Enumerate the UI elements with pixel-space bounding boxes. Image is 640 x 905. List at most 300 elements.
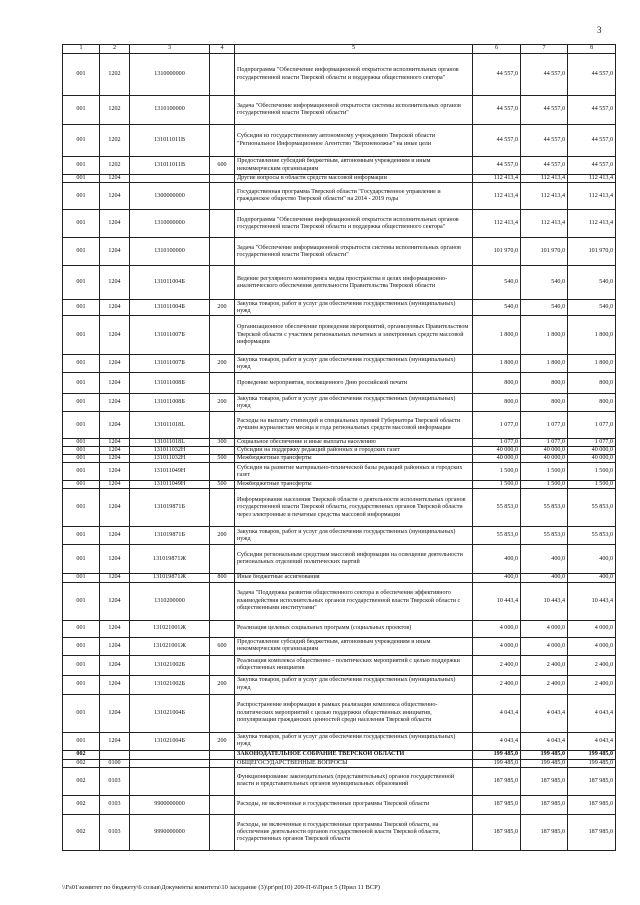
table-row [63,447,616,455]
cell-expense-type: 600 [210,637,235,655]
cell-expense-type [210,759,235,767]
cell-amount-year3: 199 485,0 [568,750,616,759]
cell-admin-code: 001 [63,527,100,545]
cell-expense-type [210,545,235,574]
cell-admin-code: 001 [63,675,100,694]
cell-expense-type [210,125,235,157]
cell-description: Функционирование законодательных (представительных) органов государственной власти и представительных органов муниципальных образований [235,767,473,795]
cell-expense-type: 500 [210,481,235,489]
cell-amount-year3: 2 400,0 [568,655,616,675]
cell-amount-year1: 2 400,0 [473,655,521,675]
cell-section-code: 1204 [100,316,130,355]
cell-target-code: 131011032Н [130,447,210,455]
cell-target-code: 131021002Б [130,675,210,694]
cell-amount-year1: 112 413,4 [473,175,521,183]
cell-amount-year2: 44 557,0 [521,125,568,157]
cell-expense-type [210,373,235,394]
cell-amount-year3: 187 985,0 [568,814,616,850]
cell-amount-year1: 1 500,0 [473,463,521,481]
cell-section-code: 1204 [100,183,130,210]
cell-target-code: 131019871Ж [130,574,210,582]
cell-description: Реализация комплекса общественно - политических мероприятий с целью поддержки общественных инициатив [235,655,473,675]
cell-amount-year2: 40 000,0 [521,455,568,463]
cell-section-code: 0103 [100,795,130,814]
cell-section-code: 0100 [100,759,130,767]
cell-section-code: 1204 [100,266,130,300]
cell-expense-type: 200 [210,675,235,694]
table-row [63,750,616,759]
cell-admin-code: 001 [63,620,100,637]
cell-amount-year2: 187 985,0 [521,814,568,850]
cell-amount-year1: 1 077,0 [473,439,521,447]
cell-expense-type: 300 [210,439,235,447]
cell-admin-code: 001 [63,694,100,732]
table-row [63,210,616,238]
cell-description: Проведение мероприятия, посвященного Дню российской печати [235,373,473,394]
cell-section-code: 1204 [100,732,130,750]
cell-section-code: 1204 [100,175,130,183]
table-row [63,527,616,545]
cell-description: Задача "Обеспечение информационной открытости системы исполнительных органов государственной власти Тверской области" [235,96,473,125]
table-row [63,316,616,355]
cell-section-code: 1204 [100,463,130,481]
cell-amount-year2: 187 985,0 [521,795,568,814]
cell-expense-type [210,814,235,850]
cell-amount-year2: 4 043,4 [521,732,568,750]
cell-amount-year3: 55 853,0 [568,489,616,527]
cell-admin-code: 001 [63,481,100,489]
cell-description: Предоставление субсидий бюджетным, автономным учреждениям и иным некоммерческим организациям [235,157,473,175]
cell-description: Другие вопросы в области средств массовой информации [235,175,473,183]
cell-section-code: 1204 [100,394,130,412]
cell-amount-year3: 1 500,0 [568,481,616,489]
cell-target-code [130,759,210,767]
table-row [63,183,616,210]
cell-target-code: 131019871Б [130,527,210,545]
cell-amount-year1: 2 400,0 [473,675,521,694]
cell-expense-type [210,694,235,732]
cell-amount-year3: 40 000,0 [568,447,616,455]
cell-expense-type [210,489,235,527]
cell-amount-year2: 4 000,0 [521,637,568,655]
cell-amount-year2: 2 400,0 [521,675,568,694]
table-row [63,439,616,447]
cell-admin-code: 002 [63,750,100,759]
cell-amount-year1: 400,0 [473,545,521,574]
cell-amount-year3: 199 485,0 [568,759,616,767]
cell-expense-type: 200 [210,732,235,750]
cell-amount-year1: 10 443,4 [473,582,521,620]
cell-target-code: 131011018L [130,412,210,439]
cell-amount-year2: 400,0 [521,574,568,582]
table-row [63,125,616,157]
cell-description: Организационное обеспечение проведения мероприятий, организуемых Правительством Тверской области с участием региональных печатных и электронных средств массовой информации [235,316,473,355]
cell-section-code: 1204 [100,238,130,266]
cell-target-code: 131011004Б [130,300,210,316]
cell-target-code: 1310200000 [130,582,210,620]
cell-section-code: 1204 [100,574,130,582]
cell-amount-year1: 4 000,0 [473,620,521,637]
cell-amount-year3: 1 800,0 [568,355,616,373]
cell-admin-code: 001 [63,655,100,675]
cell-amount-year2: 800,0 [521,373,568,394]
cell-description: Закупка товаров, работ и услуг для обеспечения государственных (муниципальных) нужд [235,394,473,412]
table-row [63,412,616,439]
cell-admin-code: 001 [63,732,100,750]
cell-target-code: 131021001Ж [130,620,210,637]
cell-amount-year1: 55 853,0 [473,489,521,527]
cell-description: Ведение регулярного мониторинга медиа пространства в целях информационно-аналитического обеспечения деятельности Правительства Тверской области [235,266,473,300]
cell-amount-year1: 112 413,4 [473,183,521,210]
cell-admin-code: 001 [63,394,100,412]
cell-amount-year3: 4 043,4 [568,732,616,750]
cell-amount-year3: 1 800,0 [568,316,616,355]
table-row [63,157,616,175]
cell-expense-type [210,620,235,637]
cell-amount-year3: 4 000,0 [568,637,616,655]
cell-amount-year1: 187 985,0 [473,795,521,814]
cell-description: Расходы на выплату стипендий и специальных премий Губернатора Тверской области лучшим журналистам месяца и года региональных средств массовой информации [235,412,473,439]
cell-target-code: 1300000000 [130,183,210,210]
cell-section-code: 1204 [100,439,130,447]
cell-target-code: 9900000000 [130,795,210,814]
cell-admin-code: 001 [63,637,100,655]
cell-section-code: 1204 [100,582,130,620]
cell-target-code [130,767,210,795]
cell-section-code: 1202 [100,157,130,175]
cell-section-code: 0103 [100,767,130,795]
cell-amount-year3: 400,0 [568,545,616,574]
cell-target-code: 131011007Б [130,355,210,373]
cell-expense-type [210,266,235,300]
cell-admin-code: 001 [63,439,100,447]
cell-description: Закупка товаров, работ и услуг для обеспечения государственных (муниципальных) нужд [235,732,473,750]
cell-amount-year1: 40 000,0 [473,455,521,463]
cell-expense-type: 200 [210,300,235,316]
table-row [63,238,616,266]
table-row [63,175,616,183]
cell-expense-type [210,795,235,814]
cell-section-code: 1204 [100,412,130,439]
cell-amount-year3: 4 000,0 [568,620,616,637]
table-row [63,795,616,814]
table-row [63,582,616,620]
cell-description: Закупка товаров, работ и услуг для обеспечения государственных (муниципальных) нужд [235,675,473,694]
column-header: 7 [521,45,568,54]
table-row [63,814,616,850]
cell-amount-year2: 112 413,4 [521,175,568,183]
cell-amount-year3: 55 853,0 [568,527,616,545]
table-row [63,489,616,527]
cell-target-code: 131011018L [130,439,210,447]
cell-amount-year2: 400,0 [521,545,568,574]
cell-section-code: 1204 [100,655,130,675]
table-body [63,54,616,851]
table-row [63,394,616,412]
cell-amount-year2: 199 485,0 [521,759,568,767]
cell-section-code: 1204 [100,300,130,316]
cell-amount-year1: 540,0 [473,300,521,316]
table-row [63,463,616,481]
column-header: 5 [235,45,473,54]
cell-description: ОБЩЕГОСУДАРСТВЕННЫЕ ВОПРОСЫ [235,759,473,767]
cell-target-code: 131021004Б [130,694,210,732]
cell-description: Расходы, не включенные в государственные программы Тверской области [235,795,473,814]
cell-amount-year3: 44 557,0 [568,96,616,125]
cell-amount-year3: 540,0 [568,266,616,300]
file-path-footer: \\Fs01\комитет по бюджету\6 созыв\Документы комитета\10 заседание (3)\pr\рп(10) 209-П-6\Прил 5 (Прил 11 ВСР) [62,884,380,891]
table-row [63,96,616,125]
cell-expense-type [210,210,235,238]
cell-section-code: 1202 [100,96,130,125]
cell-target-code: 131011032Н [130,455,210,463]
cell-expense-type: 800 [210,574,235,582]
cell-admin-code: 002 [63,767,100,795]
cell-admin-code: 001 [63,574,100,582]
cell-amount-year2: 44 557,0 [521,96,568,125]
cell-section-code: 1204 [100,637,130,655]
cell-amount-year3: 10 443,4 [568,582,616,620]
cell-section-code: 1204 [100,355,130,373]
cell-target-code: 131011004Б [130,266,210,300]
cell-amount-year1: 187 985,0 [473,767,521,795]
cell-amount-year3: 540,0 [568,300,616,316]
cell-expense-type: 200 [210,355,235,373]
table-row [63,54,616,96]
cell-description: Закупка товаров, работ и услуг для обеспечения государственных (муниципальных) нужд [235,527,473,545]
cell-amount-year2: 2 400,0 [521,655,568,675]
cell-description: Социальное обеспечение и иные выплаты населению [235,439,473,447]
cell-amount-year2: 1 077,0 [521,412,568,439]
page-number: 3 [597,25,602,35]
cell-target-code: 131019871Ж [130,545,210,574]
cell-description: Иные бюджетные ассигнования [235,574,473,582]
cell-target-code: 9990000000 [130,814,210,850]
cell-target-code: 131021001Ж [130,637,210,655]
cell-description: Расходы, не включенные в государственные программы Тверской области, на обеспечение деятельности органов государственной власти Тверской области, государственных органов Тверской области [235,814,473,850]
cell-section-code: 1202 [100,54,130,96]
cell-section-code: 1204 [100,373,130,394]
cell-expense-type [210,582,235,620]
budget-table [62,44,616,851]
cell-target-code: 1310000000 [130,210,210,238]
cell-amount-year2: 44 557,0 [521,54,568,96]
cell-description: Реализация целевых социальных программ (социальных проектов) [235,620,473,637]
cell-target-code: 1310100000 [130,238,210,266]
cell-description: Межбюджетные трансферты [235,481,473,489]
cell-amount-year2: 199 485,0 [521,750,568,759]
cell-admin-code: 001 [63,582,100,620]
cell-amount-year2: 1 500,0 [521,481,568,489]
column-header: 1 [63,45,100,54]
cell-amount-year1: 101 970,0 [473,238,521,266]
cell-amount-year3: 112 413,4 [568,175,616,183]
cell-amount-year3: 1 077,0 [568,439,616,447]
cell-admin-code: 001 [63,463,100,481]
table-row [63,655,616,675]
cell-target-code: 131021002Б [130,655,210,675]
cell-expense-type [210,96,235,125]
cell-amount-year3: 2 400,0 [568,675,616,694]
cell-amount-year1: 44 557,0 [473,125,521,157]
cell-section-code: 0103 [100,814,130,850]
cell-description: Субсидии на поддержку редакций районных и городских газет [235,447,473,455]
cell-amount-year2: 44 557,0 [521,157,568,175]
cell-amount-year2: 40 000,0 [521,447,568,455]
table-row [63,373,616,394]
cell-section-code [100,750,130,759]
cell-amount-year3: 1 500,0 [568,463,616,481]
cell-amount-year1: 400,0 [473,574,521,582]
table-row [63,355,616,373]
cell-target-code: 131021004Б [130,732,210,750]
cell-amount-year3: 44 557,0 [568,125,616,157]
table-row [63,767,616,795]
cell-description: ЗАКОНОДАТЕЛЬНОЕ СОБРАНИЕ ТВЕРСКОЙ ОБЛАСТИ [235,750,473,759]
cell-amount-year2: 55 853,0 [521,489,568,527]
cell-admin-code: 001 [63,210,100,238]
cell-amount-year1: 800,0 [473,373,521,394]
cell-amount-year2: 800,0 [521,394,568,412]
cell-expense-type: 200 [210,394,235,412]
cell-amount-year1: 800,0 [473,394,521,412]
cell-admin-code: 001 [63,175,100,183]
cell-admin-code: 001 [63,266,100,300]
cell-admin-code: 002 [63,814,100,850]
cell-amount-year3: 187 985,0 [568,767,616,795]
table-header-row [63,45,616,54]
cell-description: Предоставление субсидий бюджетным, автономным учреждениям и иным некоммерческим организациям [235,637,473,655]
cell-amount-year2: 540,0 [521,266,568,300]
cell-amount-year1: 187 985,0 [473,814,521,850]
cell-expense-type [210,447,235,455]
cell-section-code: 1204 [100,489,130,527]
cell-description: Информирование населения Тверской области о деятельности исполнительных органов государственной власти Тверской области, государственных органов Тверской области через электронные и печатные средства массовой информации [235,489,473,527]
table-row [63,732,616,750]
cell-amount-year3: 101 970,0 [568,238,616,266]
cell-admin-code: 001 [63,157,100,175]
cell-expense-type [210,54,235,96]
table-row [63,574,616,582]
cell-amount-year3: 400,0 [568,574,616,582]
cell-expense-type [210,183,235,210]
cell-amount-year2: 1 500,0 [521,463,568,481]
cell-description: Межбюджетные трансферты [235,455,473,463]
cell-description: Закупка товаров, работ и услуг для обеспечения государственных (муниципальных) нужд [235,355,473,373]
cell-admin-code: 001 [63,489,100,527]
cell-amount-year1: 199 485,0 [473,750,521,759]
cell-target-code: 131011008Б [130,394,210,412]
cell-target-code: 131011011В [130,125,210,157]
cell-amount-year1: 1 077,0 [473,412,521,439]
cell-amount-year3: 112 413,4 [568,210,616,238]
cell-amount-year2: 4 043,4 [521,694,568,732]
table-row [63,481,616,489]
column-header: 6 [473,45,521,54]
cell-amount-year1: 1 500,0 [473,481,521,489]
cell-expense-type: 500 [210,455,235,463]
cell-amount-year1: 44 557,0 [473,157,521,175]
cell-section-code: 1204 [100,545,130,574]
cell-target-code: 1310000000 [130,54,210,96]
cell-amount-year1: 1 800,0 [473,316,521,355]
table-row [63,637,616,655]
cell-admin-code: 001 [63,54,100,96]
cell-amount-year2: 10 443,4 [521,582,568,620]
cell-amount-year2: 101 970,0 [521,238,568,266]
cell-amount-year2: 1 077,0 [521,439,568,447]
cell-section-code: 1204 [100,527,130,545]
cell-amount-year1: 55 853,0 [473,527,521,545]
cell-amount-year1: 1 800,0 [473,355,521,373]
cell-amount-year1: 4 000,0 [473,637,521,655]
cell-target-code: 131011011В [130,157,210,175]
cell-expense-type: 600 [210,157,235,175]
cell-target-code: 131019871Б [130,489,210,527]
cell-amount-year1: 112 413,4 [473,210,521,238]
table-row [63,759,616,767]
cell-amount-year3: 187 985,0 [568,795,616,814]
cell-expense-type [210,175,235,183]
cell-target-code [130,175,210,183]
cell-amount-year2: 112 413,4 [521,183,568,210]
cell-target-code: 131011008Б [130,373,210,394]
cell-expense-type [210,750,235,759]
cell-amount-year1: 199 485,0 [473,759,521,767]
cell-description: Закупка товаров, работ и услуг для обеспечения государственных (муниципальных) нужд [235,300,473,316]
cell-amount-year3: 1 077,0 [568,412,616,439]
cell-amount-year3: 4 043,4 [568,694,616,732]
cell-amount-year2: 55 853,0 [521,527,568,545]
cell-expense-type [210,767,235,795]
cell-admin-code: 002 [63,795,100,814]
table-row [63,675,616,694]
cell-section-code: 1204 [100,620,130,637]
cell-admin-code: 001 [63,447,100,455]
cell-section-code: 1204 [100,675,130,694]
cell-description: Задача "Обеспечение информационной открытости системы исполнительных органов государственной власти Тверской области" [235,238,473,266]
cell-expense-type [210,412,235,439]
cell-admin-code: 001 [63,545,100,574]
cell-amount-year3: 40 000,0 [568,455,616,463]
cell-description: Субсидия на развитие материально-технической базы редакций районных и городских газет [235,463,473,481]
cell-amount-year1: 40 000,0 [473,447,521,455]
cell-admin-code: 001 [63,96,100,125]
cell-expense-type [210,316,235,355]
cell-amount-year3: 112 413,4 [568,183,616,210]
table-row [63,266,616,300]
cell-section-code: 1204 [100,210,130,238]
table-row [63,545,616,574]
column-header: 8 [568,45,616,54]
cell-description: Субсидии региональным средствам массовой информации на освещение деятельности региональных отделений политических партий [235,545,473,574]
cell-admin-code: 001 [63,238,100,266]
column-header: 4 [210,45,235,54]
cell-amount-year1: 44 557,0 [473,54,521,96]
cell-expense-type [210,463,235,481]
cell-amount-year1: 540,0 [473,266,521,300]
cell-amount-year2: 187 985,0 [521,767,568,795]
cell-amount-year1: 44 557,0 [473,96,521,125]
cell-target-code [130,750,210,759]
column-header: 2 [100,45,130,54]
cell-amount-year2: 1 800,0 [521,355,568,373]
cell-section-code: 1204 [100,447,130,455]
cell-admin-code: 001 [63,125,100,157]
cell-section-code: 1204 [100,455,130,463]
cell-amount-year2: 112 413,4 [521,210,568,238]
table-row [63,300,616,316]
